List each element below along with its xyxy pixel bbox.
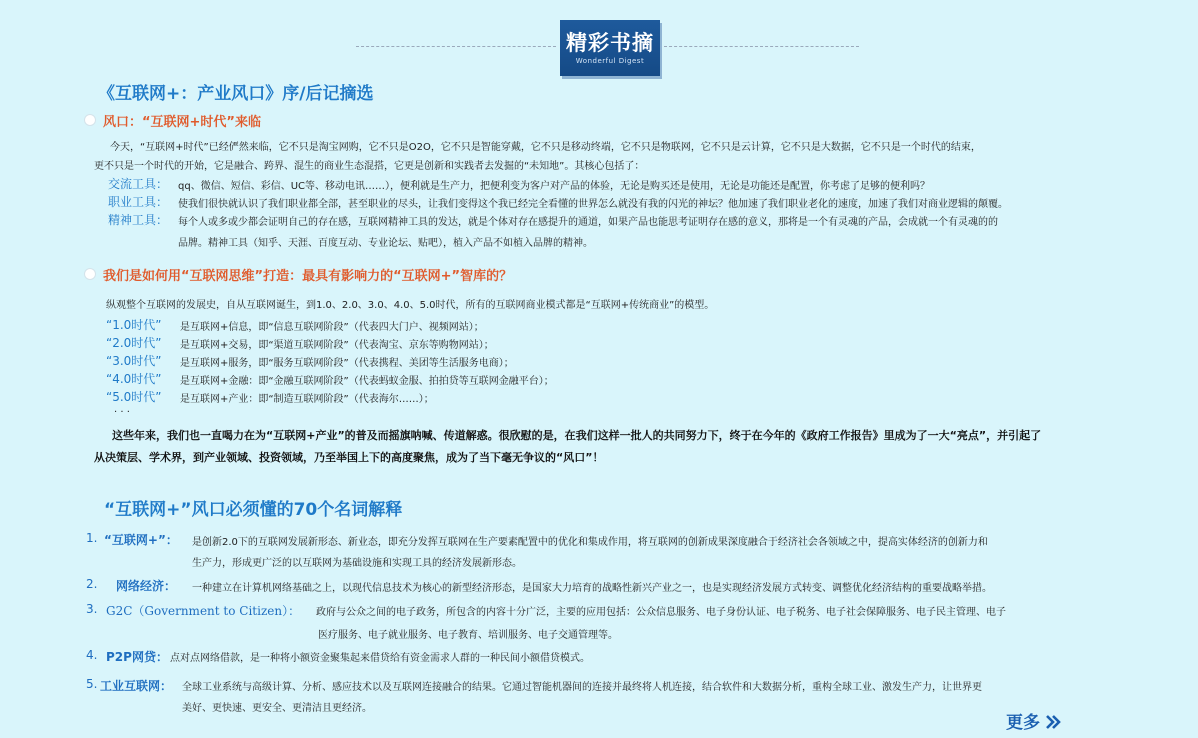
section-title-excerpt: 《互联网+：产业风口》序/后记摘选 [98, 84, 374, 104]
term-definition: 政府与公众之间的电子政务，所包含的内容十分广泛，主要的应用包括：公众信息服务、电子身份认证、电子税务、电子社会保障服务、电子民主管理、电子 [316, 607, 1006, 618]
section-title-glossary: “互联网+”风口必须懂的70个名词解释 [104, 500, 403, 520]
term-name: 工业互联网： [100, 679, 173, 693]
tool-label: 交流工具： [108, 177, 169, 191]
tool-text: 每个人或多或少都会证明自己的存在感，互联网精神工具的发达，就是个体对存在感提升的通道，如果产品也能思考证明存在感的意义，那将是一个有灵魂的产品，会成就一个有灵魂的的 [178, 217, 998, 228]
bullet-icon [84, 114, 96, 126]
term-definition: 美好、更快速、更安全、更清洁且更经济。 [182, 703, 372, 714]
header-divider-right [664, 46, 859, 47]
term-definition: 生产力，形成更广泛的以互联网为基础设施和实现工具的经济发展新形态。 [192, 558, 522, 569]
subheading-think-tank: 我们是如何用“互联网思维”打造：最具有影响力的“互联网+”智库的？ [103, 269, 513, 284]
paragraph-line: 今天，“互联网+时代”已经俨然来临，它不只是淘宝网购，它不只是O2O，它不只是智能穿戴，它不只是移动终端，它不只是物联网，它不只是云计算，它不只是大数据，它不只是一个时代的结束， [110, 142, 981, 153]
era-label: “2.0时代” [106, 336, 162, 350]
paragraph-line: 更不只是一个时代的开始，它是融合、跨界、混生的商业生态混搭，它更是创新和实践者去发掘的“未知地”。其核心包括了： [94, 161, 645, 172]
term-number: 5. [86, 677, 98, 691]
paragraph-line: 纵观整个互联网的发展史，自从互联网诞生，到1.0、2.0、3.0、4.0、5.0时代，所有的互联网商业模式都是“互联网+传统商业”的模型。 [106, 300, 715, 311]
era-label: “5.0时代” [106, 390, 162, 404]
badge-title: 精彩书摘 [566, 31, 654, 55]
bold-paragraph-line: 这些年来，我们也一直喝力在为“互联网+产业”的普及而摇旗呐喊、传道解惑。很欣慰的是，在我们这样一批人的共同努力下，终于在今年的《政府工作报告》里成为了一大“亮点”，并引起了 [112, 429, 1042, 442]
tool-text: 品牌。精神工具（知乎、天涯、百度互动、专业论坛、贴吧），植入产品不如植入品牌的精神。 [178, 238, 593, 249]
term-definition: 一种建立在计算机网络基础之上，以现代信息技术为核心的新型经济形态，是国家大力培育的战略性新兴产业之一，也是实现经济发展方式转变、调整优化经济结构的重要战略举措。 [192, 583, 992, 594]
badge-subtitle: Wonderful Digest [575, 57, 645, 65]
tool-text: 使我们很快就认识了我们职业都全部，甚至职业的尽头，让我们变得这个我已经完全看懂的世界怎么就没有我的闪光的神坛？他加速了我们职业老化的速度，加速了我们对商业逻辑的颠覆。 [178, 199, 1008, 210]
subheading-wind: 风口：“互联网+时代”来临 [103, 115, 261, 130]
section-badge [560, 20, 660, 76]
term-number: 3. [86, 602, 98, 616]
more-label: 更多 [1006, 713, 1040, 733]
term-name: “互联网+”： [104, 533, 178, 547]
term-definition: 全球工业系统与高级计算、分析、感应技术以及互联网连接融合的结果。它通过智能机器间的连接并最终将人机连接，结合软件和大数据分析，重构全球工业、激发生产力，让世界更 [182, 682, 982, 693]
term-number: 4. [86, 648, 98, 662]
tool-text: qq、微信、短信、彩信、UC等、移动电讯……），便利就是生产力，把便利变为客户对产品的体验，无论是购买还是使用，无论是功能还是配置，你考虑了足够的便利吗？ [178, 181, 930, 192]
era-text: 是互联网+金融：即“金融互联网阶段”（代表蚂蚁金服、拍拍贷等互联网金融平台）； [180, 376, 554, 387]
era-text: 是互联网+服务，即“服务互联网阶段”（代表携程、美团等生活服务电商）； [180, 358, 514, 369]
term-name: P2P网贷： [106, 650, 168, 664]
term-number: 2. [86, 577, 98, 591]
era-text: 是互联网+信息，即“信息互联网阶段”（代表四大门户、视频网站）； [180, 322, 484, 333]
header-divider-left [356, 46, 556, 47]
term-name: 网络经济： [116, 579, 177, 593]
ellipsis: · · · [114, 407, 130, 418]
term-name: G2C（Government to Citizen）： [106, 604, 301, 618]
more-link[interactable] [1006, 708, 1061, 733]
era-label: “1.0时代” [106, 318, 162, 332]
bold-paragraph-line: 从决策层、学术界，到产业领域、投资领域，乃至举国上下的高度聚焦，成为了当下毫无争议的“风口”！ [94, 451, 604, 464]
era-label: “4.0时代” [106, 372, 162, 386]
era-text: 是互联网+交易，即“渠道互联网阶段”（代表淘宝、京东等购物网站）； [180, 340, 494, 351]
bullet-icon [84, 268, 96, 280]
double-chevron-right-icon [1045, 714, 1061, 730]
term-number: 1. [86, 531, 98, 545]
tool-label: 精神工具： [108, 213, 169, 227]
era-text: 是互联网+产业：即“制造互联网阶段”（代表海尔……）； [180, 394, 434, 405]
term-definition: 是创新2.0下的互联网发展新形态、新业态，即充分发挥互联网在生产要素配置中的优化和集成作用，将互联网的创新成果深度融合于经济社会各领域之中，提高实体经济的创新力和 [192, 537, 988, 548]
term-definition: 医疗服务、电子就业服务、电子教育、培训服务、电子交通管理等。 [318, 630, 618, 641]
tool-label: 职业工具： [108, 195, 169, 209]
term-definition: 点对点网络借款，是一种将小额资金聚集起来借贷给有资金需求人群的一种民间小额借贷模式。 [170, 653, 590, 664]
era-label: “3.0时代” [106, 354, 162, 368]
